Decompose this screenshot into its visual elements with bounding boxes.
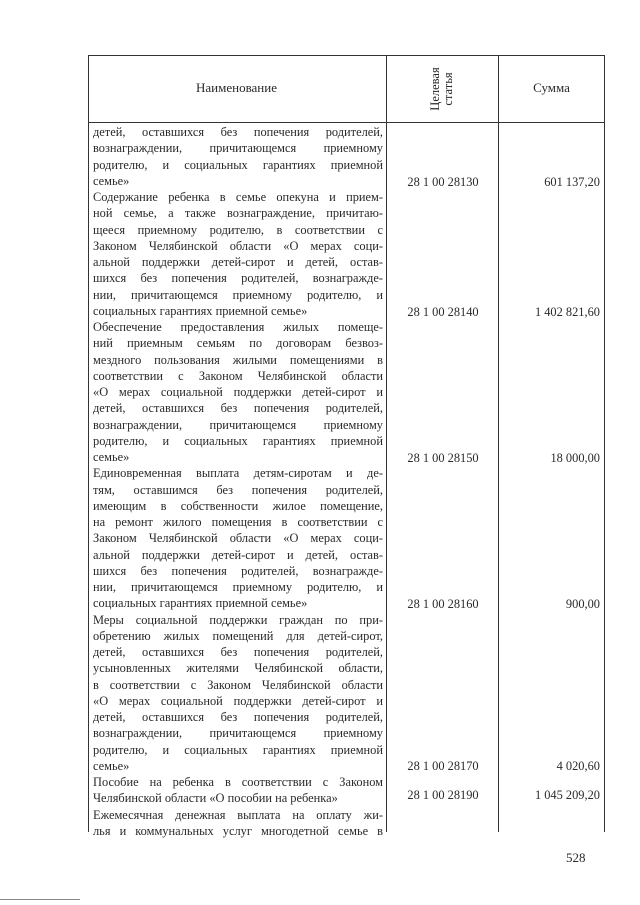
text-line: родителю, и социальных гарантиях приемной <box>93 433 383 448</box>
text-line: Законом Челябинской области «О мерах соци- <box>93 531 383 546</box>
page-number: 528 <box>566 850 586 865</box>
text-line: детей, оставшихся без попечения родителей, <box>93 401 383 416</box>
description-column <box>93 124 383 839</box>
text-line: шихся без попечения родителей, вознагражде- <box>93 563 383 578</box>
text-line: семье» <box>93 173 130 188</box>
text-line: Меры социальной поддержки граждан по при- <box>93 612 383 627</box>
text-line: тям, оставшимся без попечения родителей, <box>93 482 383 497</box>
row-code: 28 1 00 28190 <box>407 788 479 802</box>
text-line: детей, оставшихся без попечения родителей, <box>93 125 383 139</box>
text-line: Единовременная выплата детям-сиротам и де- <box>93 466 383 481</box>
text-line: детей, оставшихся без попечения родителей, <box>93 710 383 724</box>
text-line: соответствии с Законом Челябинской области <box>93 368 383 383</box>
text-line: шихся без попечения родителей, вознагражде- <box>93 271 383 286</box>
table-right-border <box>604 55 605 832</box>
text-line: вознаграждении, причитающемся приемному <box>93 726 383 741</box>
text-line: родителю, и социальных гарантиях приемной <box>93 157 383 172</box>
row-code: 28 1 00 28170 <box>407 759 479 773</box>
text-line: щееся приемному родителю, в соответствии с <box>93 222 383 237</box>
row-code: 28 1 00 28130 <box>407 175 479 189</box>
text-line: альной поддержки детей-сирот и детей, остав- <box>93 255 383 269</box>
text-line: социальных гарантиях приемной семье» <box>93 303 308 318</box>
row-code: 28 1 00 28140 <box>407 305 479 319</box>
row-sum: 4 020,60 <box>556 759 600 773</box>
footer-rule <box>0 899 80 900</box>
text-line: родителю, и социальных гарантиях приемной <box>93 742 383 757</box>
header-code <box>387 56 498 122</box>
text-line: Челябинской области «О пособии на ребенка» <box>93 791 338 806</box>
text-line: лья и коммунальных услуг многодетной семье в <box>93 823 383 838</box>
row-sum: 1 402 821,60 <box>534 305 600 319</box>
header-code-line2: статья <box>441 72 455 106</box>
header-name: Наименование <box>196 80 277 95</box>
row-sum: 601 137,20 <box>544 175 600 189</box>
row-sum: 900,00 <box>565 597 600 611</box>
text-line: обретению жилых помещений для детей-сирот, <box>93 628 383 643</box>
row-sum: 18 000,00 <box>550 451 600 465</box>
text-line: ний приемным семьям по договорам безвоз- <box>93 336 383 351</box>
text-line: мездного пользования жилыми помещениями в <box>93 352 383 367</box>
text-line: усыновленных жителями Челябинской области, <box>93 661 383 676</box>
header-sum: Сумма <box>533 80 570 95</box>
text-line: семье» <box>93 450 130 464</box>
text-line: Обеспечение предоставления жилых помеще- <box>93 320 383 334</box>
text-line: ной семье, а также вознаграждение, причитаю- <box>93 206 383 221</box>
row-sum: 1 045 209,20 <box>534 788 600 802</box>
header-code-line1: Целевая <box>428 67 442 111</box>
text-line: «О мерах социальной поддержки детей-сирот и <box>93 385 383 399</box>
text-line: альной поддержки детей-сирот и детей, остав- <box>93 547 383 562</box>
text-line: нии, причитающемся приемному родителю, и <box>93 287 383 302</box>
text-line: Ежемесячная денежная выплата на оплату жи- <box>93 807 383 822</box>
text-line: Пособие на ребенка в соответствии с Законом <box>93 775 383 789</box>
text-line: имеющим в собственности жилое помещение, <box>93 498 383 513</box>
text-line: социальных гарантиях приемной семье» <box>93 596 308 611</box>
text-line: в соответствии с Законом Челябинской области <box>93 677 383 692</box>
header-code-rotated <box>429 67 455 110</box>
text-line: детей, оставшихся без попечения родителей, <box>93 645 383 659</box>
column-divider-1 <box>386 55 387 832</box>
text-line: семье» <box>93 758 130 773</box>
text-line: «О мерах социальной поддержки детей-сирот и <box>93 693 383 708</box>
row-code: 28 1 00 28150 <box>407 451 479 465</box>
column-divider-2 <box>498 55 499 832</box>
text-line: Законом Челябинской области «О мерах соци- <box>93 238 383 253</box>
table-left-border <box>88 55 89 832</box>
table-top-border <box>88 55 604 56</box>
text-line: нии, причитающемся приемному родителю, и <box>93 580 383 594</box>
text-line: на ремонт жилого помещения в соответствии с <box>93 515 383 529</box>
text-line: вознаграждении, причитающемся приемному <box>93 417 383 432</box>
text-line: вознаграждении, причитающемся приемному <box>93 141 383 156</box>
row-code: 28 1 00 28160 <box>407 597 479 611</box>
text-line: Содержание ребенка в семье опекуна и прием- <box>93 190 383 204</box>
header-bottom-border <box>88 122 604 123</box>
